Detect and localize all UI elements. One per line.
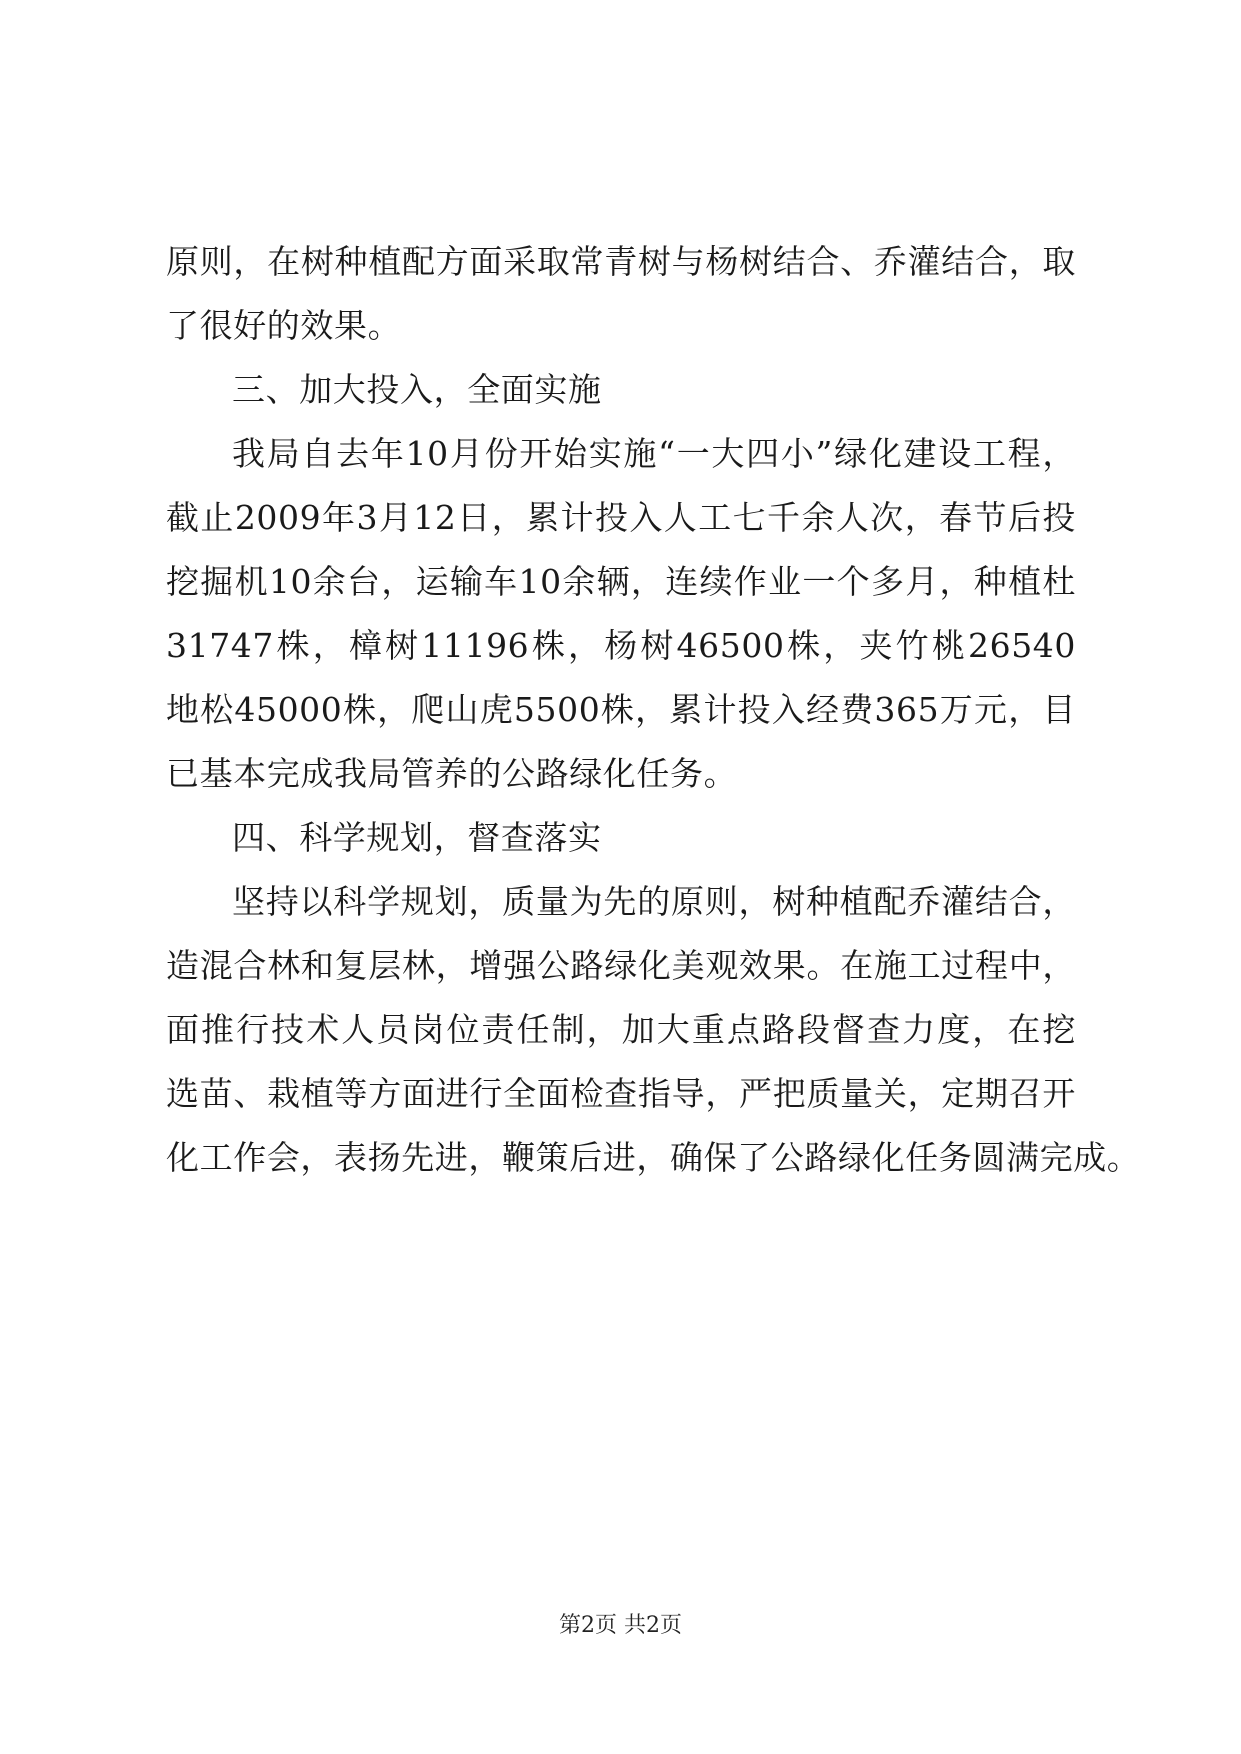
- paragraph-line: 已基本完成我局管养的公路绿化任务。: [166, 754, 738, 793]
- paragraph-line: 我局自去年10月份开始实施“一大四小”绿化建设工程，: [232, 434, 1076, 473]
- paragraph-line: 面推行技术人员岗位责任制，加大重点路段督查力度，在挖: [166, 1010, 1076, 1049]
- section-heading: 三、加大投入，全面实施: [232, 370, 602, 409]
- section-heading: 四、科学规划，督查落实: [232, 818, 602, 857]
- paragraph-line: 挖掘机10余台，运输车10余辆，连续作业一个多月，种植杜: [166, 562, 1076, 601]
- paragraph-line: 原则，在树种植配方面采取常青树与杨树结合、乔灌结合，取: [166, 242, 1076, 281]
- paragraph-line: 选苗、栽植等方面进行全面检查指导，严把质量关，定期召开: [166, 1074, 1076, 1113]
- paragraph-line: 坚持以科学规划，质量为先的原则，树种植配乔灌结合，: [232, 882, 1076, 921]
- paragraph-line: 了很好的效果。: [166, 306, 402, 345]
- paragraph-line: 造混合林和复层林，增强公路绿化美观效果。在施工过程中，: [166, 946, 1076, 985]
- paragraph-line: 截止2009年3月12日，累计投入人工七千余人次，春节后投: [166, 498, 1076, 537]
- document-body: [166, 230, 1141, 1190]
- paragraph-line: 地松45000株，爬山虎5500株，累计投入经费365万元，目: [166, 690, 1076, 729]
- page-footer: 第2页 共2页: [559, 1613, 682, 1638]
- paragraph-line: 31747株，樟树11196株，杨树46500株，夹竹桃26540: [166, 626, 1076, 665]
- paragraph-line: 化工作会，表扬先进，鞭策后进，确保了公路绿化任务圆满完成。: [166, 1138, 1141, 1177]
